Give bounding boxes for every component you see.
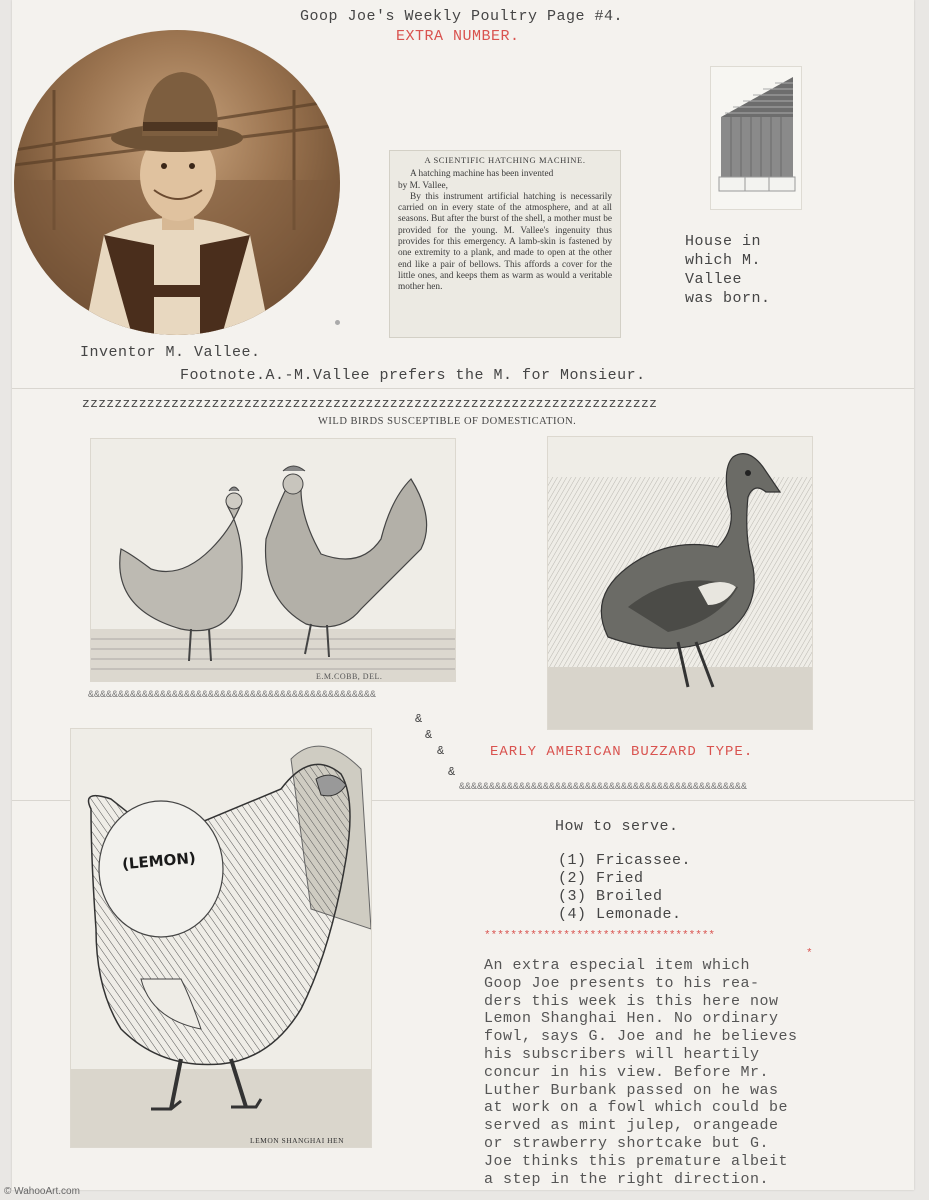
serve-list xyxy=(558,852,691,924)
clipping-line: A hatching machine has been invented xyxy=(410,169,554,180)
buzzard-engraving xyxy=(547,436,813,730)
hens-illustration xyxy=(91,439,455,681)
paragraph-line: or strawberry shortcake but G. xyxy=(484,1134,770,1152)
two-hens-engraving xyxy=(90,438,456,682)
clipping-line: by M. Vallee, xyxy=(398,180,448,191)
clipping-body: By this instrument artificial hatching is necessarily carried on in every state of the atmosphere, and at all seasons. But after the burst of the shell, a mother must be provided for the young. M. Vallee's ingenuity thus provides for this emergency. A lamb-skin is fastened by one extremity to a plank, and made to open at the other end like a pair of bellows. This affords a cover for the little ones, and keeps them as warm as would a veritable mother hen. xyxy=(398,191,612,293)
ornament-rule: &&&&&&&&&&&&&&&&&&&&&&&&&&&&&&&&&&&&&&&&&&&&&&&& xyxy=(88,690,377,701)
house-caption-line: House in xyxy=(685,233,762,250)
paragraph-line: Joe thinks this premature albeit xyxy=(484,1152,789,1170)
clipping-heading: A SCIENTIFIC HATCHING MACHINE. xyxy=(424,155,586,165)
lemon-hen-caption: LEMON SHANGHAI HEN xyxy=(250,1136,344,1145)
ornament-rule: &&&&&&&&&&&&&&&&&&&&&&&&&&&&&&&&&&&&&&&&&&&&&&&& xyxy=(459,782,748,793)
paragraph-line: fowl, says G. Joe and he believes xyxy=(484,1028,798,1046)
lemon-label: (LEMON) xyxy=(121,848,197,874)
house-illustration xyxy=(711,67,801,209)
paragraph-line: his subscribers will heartily xyxy=(484,1045,760,1063)
ampersand: & xyxy=(448,765,456,779)
engraving-credit: E.M.COBB, DEL. xyxy=(316,672,383,681)
page-title: Goop Joe's Weekly Poultry Page #4. xyxy=(300,8,624,25)
footnote: Footnote.A.-M.Vallee prefers the M. for Monsieur. xyxy=(180,367,646,384)
buzzard-illustration xyxy=(548,437,812,729)
paragraph-line: served as mint julep, orangeade xyxy=(484,1117,779,1135)
serve-item: (3) Broiled xyxy=(558,888,663,905)
house-caption xyxy=(685,232,771,308)
fold-line xyxy=(12,388,914,389)
lemon-hen-paragraph xyxy=(484,957,798,1188)
serve-item: (1) Fricassee. xyxy=(558,852,692,869)
asterisk-rule: *********************************** xyxy=(484,930,716,942)
paragraph-line: a step in the right direction. xyxy=(484,1170,770,1188)
hatching-machine-clipping xyxy=(389,150,621,338)
wild-birds-heading: WILD BIRDS SUSCEPTIBLE OF DOMESTICATION. xyxy=(318,416,577,427)
ampersand: & xyxy=(415,712,423,726)
house-caption-line: which M. xyxy=(685,252,762,269)
ampersand: & xyxy=(437,744,445,758)
buzzard-caption: EARLY AMERICAN BUZZARD TYPE. xyxy=(490,744,754,760)
portrait-caption: Inventor M. Vallee. xyxy=(80,344,261,361)
portrait-illustration xyxy=(14,30,340,335)
paragraph-line: An extra especial item which xyxy=(484,957,751,974)
watermark: © WahooArt.com xyxy=(4,1186,80,1197)
inventor-portrait-photo xyxy=(14,30,340,335)
paragraph-line: Goop Joe presents to his rea- xyxy=(484,974,760,992)
paragraph-line: concur in his view. Before Mr. xyxy=(484,1063,770,1081)
paragraph-line: ders this week is this here now xyxy=(484,992,779,1010)
z-divider: zzzzzzzzzzzzzzzzzzzzzzzzzzzzzzzzzzzzzzzzzzzzzzzzzzzzzzzzzzzzzzzzzzzzzzz xyxy=(82,396,658,411)
paragraph-line: at work on a fowl which could be xyxy=(484,1099,789,1117)
house-caption-line: was born. xyxy=(685,290,771,307)
serve-item: (4) Lemonade. xyxy=(558,906,682,923)
house-image xyxy=(710,66,802,210)
serve-item: (2) Fried xyxy=(558,870,644,887)
paragraph-line: Lemon Shanghai Hen. No ordinary xyxy=(484,1010,779,1028)
serve-title: How to serve. xyxy=(555,818,679,835)
lemon-shanghai-hen-engraving xyxy=(70,728,372,1148)
pin-dot xyxy=(335,320,340,325)
ampersand: & xyxy=(425,728,433,742)
paragraph-line: Luther Burbank passed on he was xyxy=(484,1081,779,1099)
asterisk: * xyxy=(806,948,814,960)
house-caption-line: Vallee xyxy=(685,271,743,288)
page-subtitle: EXTRA NUMBER. xyxy=(396,28,520,45)
lemon-hen-illustration xyxy=(71,729,371,1147)
